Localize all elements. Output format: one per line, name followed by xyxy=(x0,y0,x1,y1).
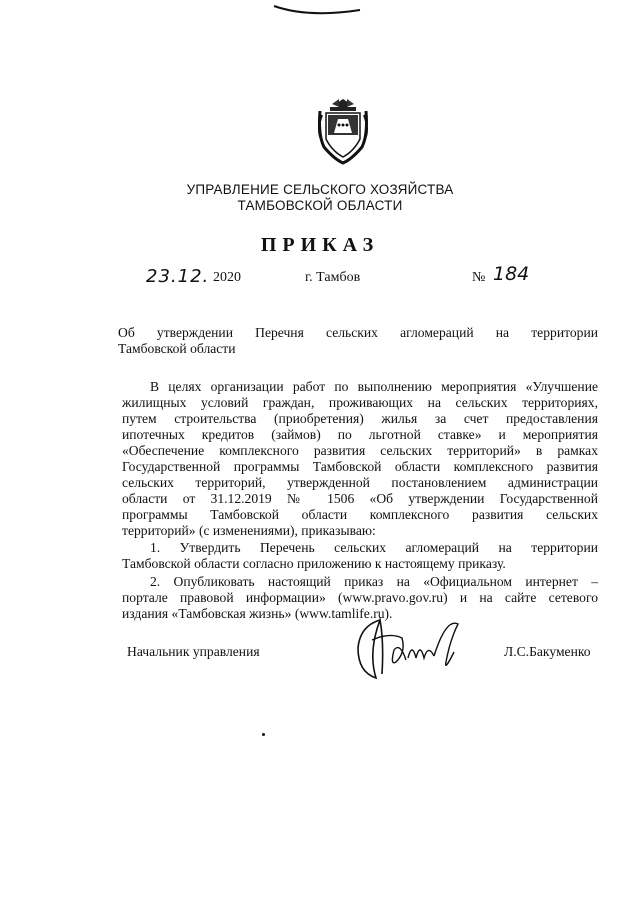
body-line: жилищных условий граждан, проживающих на сельских территориях, xyxy=(122,395,598,410)
body-line: путем строительства (приобретения) жилья за счет предоставления xyxy=(122,411,598,426)
ink-mark xyxy=(262,733,265,736)
body-line: сельских территорий, утвержденной постановлением администрации xyxy=(122,475,598,490)
organization-name-line1: УПРАВЛЕНИЕ СЕЛЬСКОГО ХОЗЯЙСТВА xyxy=(186,182,454,197)
body-line: Тамбовской области согласно приложению к настоящему приказу. xyxy=(122,556,506,571)
city: г. Тамбов xyxy=(305,270,361,285)
handwritten-signature xyxy=(350,612,470,684)
body-line: портале правовой информации» (www.pravo.gov.ru) и на сайте сетевого xyxy=(122,590,598,605)
number-handwritten: 184 xyxy=(493,263,530,285)
top-stroke xyxy=(268,0,368,18)
subject-line: Об утверждении Перечня сельских агломераций на территории xyxy=(118,325,598,340)
date-year: 2020 xyxy=(213,270,241,285)
body-line: области от 31.12.2019 № 1506 «Об утверждении Государственной xyxy=(122,491,598,506)
coat-of-arms-icon xyxy=(316,95,370,165)
body-line: ипотечных кредитов (займов) по льготной ставке» и мероприятия xyxy=(122,427,598,442)
body-line: издания «Тамбовская жизнь» (www.tamlife.ru). xyxy=(122,606,393,621)
body-line: «Обеспечение комплексного развития сельских территорий» в рамках xyxy=(122,443,598,458)
body-line: 1. Утвердить Перечень сельских агломераций на территории xyxy=(150,540,598,555)
number-label: № xyxy=(472,270,486,285)
body-line: программы Тамбовской области комплексного развития сельских xyxy=(122,507,598,522)
body-line: 2. Опубликовать настоящий приказ на «Официальном интернет – xyxy=(150,574,598,589)
organization-name-line2: ТАМБОВСКОЙ ОБЛАСТИ xyxy=(237,198,403,213)
date-handwritten: 23.12. xyxy=(146,266,210,287)
signatory-position: Начальник управления xyxy=(127,644,260,659)
document-title: ПРИКАЗ xyxy=(260,234,380,256)
subject-line: Тамбовской области xyxy=(118,341,236,356)
body-line: территорий» (с изменениями), приказываю: xyxy=(122,523,376,538)
body-line: Государственной программы Тамбовской области комплексного развития xyxy=(122,459,598,474)
body-line: В целях организации работ по выполнению мероприятия «Улучшение xyxy=(150,379,598,394)
signatory-name: Л.С.Бакуменко xyxy=(504,644,591,659)
